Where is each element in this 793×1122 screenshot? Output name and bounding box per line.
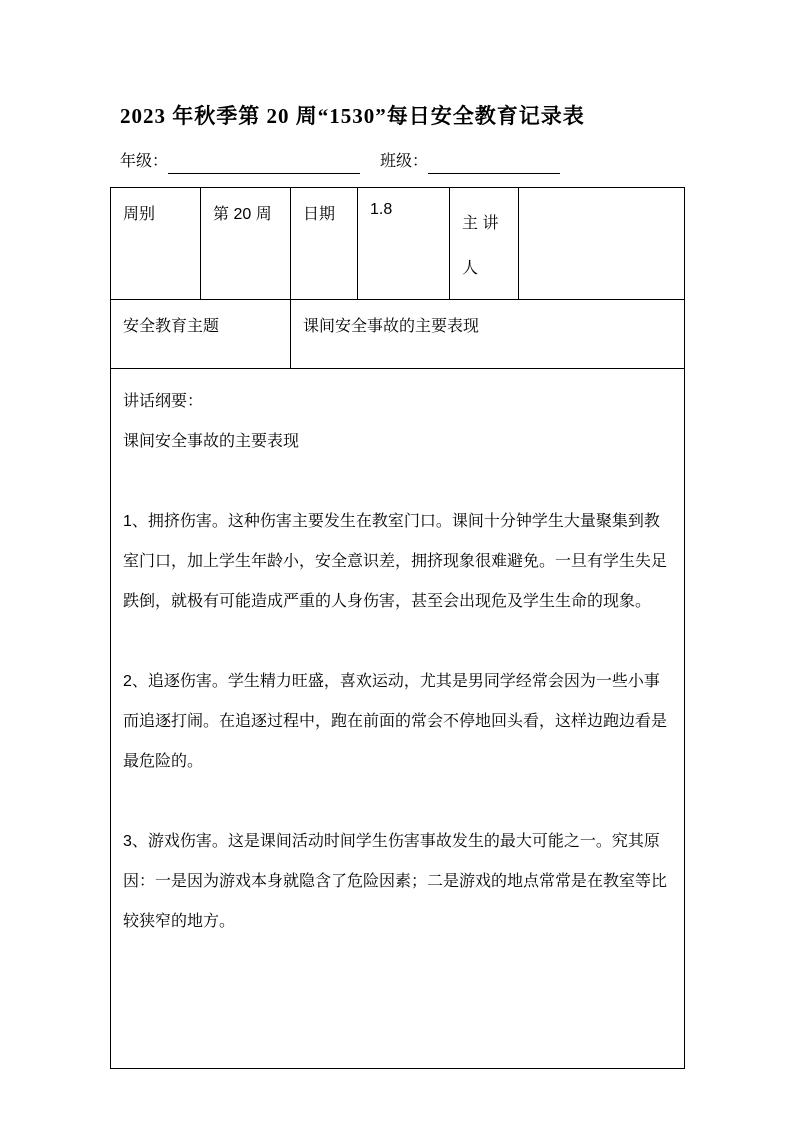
outline-heading: 讲话纲要： [123, 393, 204, 410]
grade-blank-field[interactable] [168, 152, 360, 174]
speaker-label-cell: 主 讲 人 [450, 188, 519, 300]
topic-value-cell: 课间安全事故的主要表现 [291, 300, 685, 369]
topic-row [111, 300, 685, 369]
record-table [110, 187, 685, 1069]
outline-row [111, 369, 685, 1069]
class-blank-field[interactable] [428, 152, 560, 174]
outline-cell [111, 369, 685, 1069]
outline-subheading: 课间安全事故的主要表现 [123, 433, 300, 450]
topic-label-cell: 安全教育主题 [111, 300, 291, 369]
grade-label: 年级： [120, 153, 169, 170]
header-row [111, 188, 685, 300]
outline-paragraph-1: 1、拥挤伤害。这种伤害主要发生在教室门口。课间十分钟学生大量聚集到教室门口，加上学生年龄小，安全意识差，拥挤现象很难避免。一旦有学生失足跌倒，就极有可能造成严重的人身伤害，甚至会出现危及学生生命的现象。 [123, 513, 668, 610]
date-label-cell: 日期 [291, 188, 358, 300]
outline-paragraph-2: 2、追逐伤害。学生精力旺盛，喜欢运动，尤其是男同学经常会因为一些小事而追逐打闹。在追逐过程中，跑在前面的常会不停地回头看，这样边跑边看是最危险的。 [123, 673, 668, 770]
grade-class-line [120, 150, 685, 174]
date-value-cell: 1.8 [358, 188, 450, 300]
outline-paragraph-3: 3、游戏伤害。这是课间活动时间学生伤害事故发生的最大可能之一。究其原因：一是因为游戏本身就隐含了危险因素；二是游戏的地点常常是在教室等比较狭窄的地方。 [123, 833, 668, 930]
week-label-cell: 周别 [111, 188, 201, 300]
speaker-value-cell[interactable] [519, 188, 685, 300]
class-label: 班级： [380, 153, 429, 170]
week-value-cell: 第 20 周 [201, 188, 291, 300]
document-title: 2023 年秋季第 20 周“1530”每日安全教育记录表 [120, 104, 585, 128]
